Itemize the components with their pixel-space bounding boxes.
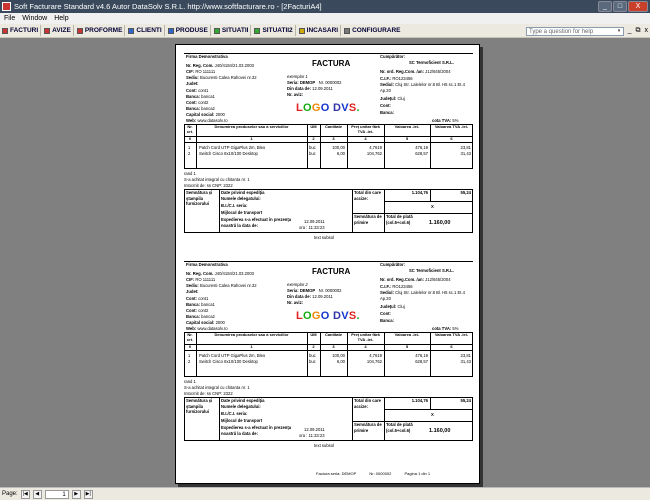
date-value: 12.09.2011 [312,86,333,91]
header-nr: Nr. crt. [186,124,194,134]
header-um: UM [310,332,317,337]
buyer-reg-value: J12/845/2004 [425,69,451,74]
buyer-name: SC Termoficient S.R.L. [409,60,454,65]
receiver-signature-label: Semnătura de primire [354,214,382,225]
supplier-cif-label: CIF: [186,277,195,282]
page-label: Page: [2,491,18,497]
row1-val: 476,19 [415,353,428,358]
supplier-reg-value: J40/4184/21.03.2003 [214,271,254,276]
row1-tva: 23,81 [460,145,471,150]
last-page-button[interactable]: ▶| [85,490,91,497]
row2-tva: 31,43 [460,151,471,156]
app-icon [2,2,11,11]
row2-nr: 2 [188,151,191,156]
supplier-web-label: Web: [186,118,197,123]
supplier-name: Firma Demonstrativa [186,262,228,267]
row2-cant: 6,00 [336,359,345,364]
mdi-minimize-button[interactable]: _ [627,27,632,34]
row2-den: Switch Cisco 8x10/100 Desktop [199,359,258,364]
shipping-date: 12.09.2011 [304,427,325,432]
tva-label: cota TVA: [432,118,452,123]
buyer-banca-label: Banca: [380,110,394,115]
header-den: Denumirea produselor sau a serviciilor [214,332,289,337]
notice-icon [44,28,50,34]
row1-um: buc [309,353,316,358]
row1-cant: 100,00 [332,353,345,358]
row2-den: Switch Cisco 8x10/100 Desktop [199,151,258,156]
next-page-button[interactable]: ▶ [72,490,81,499]
toolbar-proforme-button[interactable]: PROFORME [77,25,126,36]
buyer-cif-value: RO123456 [392,76,413,81]
buyer-cif-label: C.I.F.: [380,284,392,289]
mdi-restore-button[interactable]: ⧉ [635,27,641,34]
menu-file[interactable]: File [4,15,16,22]
maximize-button[interactable]: □ [613,1,627,12]
subsol-text: text subsol [314,443,335,448]
reports-icon [214,28,220,34]
total-tva: 55,24 [460,190,471,195]
row2-pret: 104,762 [366,151,382,156]
footer-number: Nr: 0000002 [369,471,392,476]
header-cant: Cantitate [324,332,343,337]
toolbar-situatii-button[interactable]: SITUATII [214,25,252,36]
number-label: Nr. [318,288,325,293]
note-3: Intocmit de: ss CNP: 2322 [184,183,233,188]
footer-page: Pagina 1 din 1 [404,471,431,476]
row2-val: 628,57 [415,151,428,156]
supplier-banca1-label: Banca: [186,94,200,99]
tva-label: cota TVA: [432,326,452,331]
buyer-cont-label: Cont: [380,311,391,316]
supplier-capital-value: 2000 [215,320,225,325]
help-search-input[interactable]: Type a question for help ▾ [526,27,624,36]
number-value: 0000002 [325,80,342,85]
company-logo: LOGO DVS. [296,102,360,114]
accize-value: X [431,204,434,209]
total-value: 1.104,76 [411,190,428,195]
buyer-sediu-label: Sediul: [380,82,394,87]
page-footer [316,471,442,476]
bi-label: B.I./C.I. seria: [221,411,248,416]
supplier-banca1-value: banca1 [201,302,215,307]
supplier-sediu-value: Bucuresti Calea Rahovei nr.32 [199,75,257,80]
supplier-banca2-label: Banca: [186,106,200,111]
products-icon [168,28,174,34]
buyer-heading: Cumpărător: [380,54,406,59]
payments-icon [299,28,305,34]
transport-label: Mijlocul de transport [221,210,263,215]
invoice-copy-1: Firma Demonstrativa Nr. Reg. Com. J40/4184/21.03.2003 CIF: RO 111111 Sediu: Bucuresti Calea Rahovei nr.32 Judet: Cont: cont1 Banca: banca1 Cont: cont2 Banca: banca2 Capital social: 2000 Web: www.datasolv.ro FACTURA exemplar 1 Seria: DEMOP Nr. 0000002 Din data de: 12.09.2011 Nr. aviz: LOGO DVS. Cumpărător: SC Termoficient S.R.L. Nr. ord. Reg.Com. /an: J12/845/2004 C.I.F.: RO123456 Sediul: Cluj Str. Lalelelor nr.8 Bl. H5 sc.1 Et.4 Ap.20 Judeţul: Cluj Cont: Banca: cota TVA: 5% Nr. crt. Denumirea produselor sau a serviciilor UM Cantitate Preţ unitar fără TVA -lei- Valoarea -lei- Valoarea TVA -lei- 0 1 2 3 4 5 6 1 Patch Cord UTP GigaPlus 2m, Bleo buc 100,00 4,7619 476,19 23,81 2 Switch Cisco 8x10/100 Desktop buc 6,00 104,762 628,57 31,43 rand 1 S-a achitat integral cu chitanta nr. 1 Intocmit de: ss CNP: 2322 Semnătura şi ştampila furnizorului Date privind expediţia Numele delegatului: B.I./C.I. seria: Mijlocul de transport Expedierea s-a efectuat în prezenţa noastră la data de: 12.09.2011 ora : 11:33:23 Total din care accize: 1.104,76 55,24 X Semnătura de primire Total de plată (col.5+col.6) 1.160,00 text subsol [184,54,471,240]
invoice-title: FACTURA [312,59,351,68]
chevron-down-icon[interactable]: ▾ [617,28,621,34]
supplier-capital-label: Capital social: [186,112,215,117]
bi-label: B.I./C.I. seria: [221,203,248,208]
supplier-web-label: Web: [186,326,197,331]
supplier-judet-label: Judet: [186,289,199,294]
buyer-reg-value: J12/845/2004 [425,277,451,282]
toolbar-incasari-button[interactable]: INCASARI [299,25,341,36]
total-label: Total din care accize: [354,398,381,409]
invoice-icon [2,28,8,34]
report-page [175,44,480,484]
supplier-cont2-label: Cont: [186,308,197,313]
tva-value: 5% [452,326,459,331]
supplier-cont2-value: cont2 [198,308,209,313]
header-tva: Valoarea TVA -lei- [434,332,469,337]
header-val: Valoarea -lei- [394,124,420,129]
mdi-close-button[interactable]: x [644,27,648,34]
buyer-reg-label: Nr. ord. Reg.Com. /an: [380,277,424,282]
number-label: Nr. [318,80,325,85]
first-page-button[interactable]: |◀ [22,490,28,497]
supplier-cif-label: CIF: [186,69,195,74]
supplier-cont1-label: Cont: [186,296,197,301]
supplier-capital-label: Capital social: [186,320,215,325]
prev-page-button[interactable]: ◀ [33,490,42,499]
buyer-sediu-value: Cluj Str. Lalelelor nr.8 Bl. H5 sc.1 Et.4 Ap.20 [380,82,465,93]
row2-pret: 104,762 [366,359,382,364]
supplier-cont2-value: cont2 [198,100,209,105]
tva-value: 5% [452,118,459,123]
accize-value: X [431,412,434,417]
menu-bar [0,13,650,24]
supplier-capital-value: 2000 [215,112,225,117]
total-pay-label: Total de plată (col.5+col.6) [386,422,413,433]
delegate-label: Numele delegatului: [221,196,261,201]
row1-um: buc [309,145,316,150]
shipping-label: Date privind expediţia [221,190,265,195]
supplier-banca1-value: banca1 [201,94,215,99]
title-bar [0,0,650,13]
buyer-sediu-value: Cluj Str. Lalelelor nr.8 Bl. H5 sc.1 Et.4 Ap.20 [380,290,465,301]
date-label: Din data de: [287,86,311,91]
row1-nr: 1 [188,145,191,150]
footer-series: Factura seria: DEMOP [316,471,357,476]
row1-pret: 4,7619 [369,353,382,358]
shipping-done-label: Expedierea s-a efectuat în prezenţa noastră la data de: [221,425,292,436]
row2-val: 628,57 [415,359,428,364]
total-value: 1.104,76 [411,398,428,403]
supplier-banca2-label: Banca: [186,314,200,319]
header-den: Denumirea produselor sau a serviciilor [214,124,289,129]
buyer-reg-label: Nr. ord. Reg.Com. /an: [380,69,424,74]
row2-cant: 6,00 [336,151,345,156]
supplier-cont1-value: cont1 [198,88,209,93]
buyer-cif-label: C.I.F.: [380,76,392,81]
ora-value: 11:33:23 [308,433,325,438]
note-1: rand 1 [184,379,196,384]
delegate-label: Numele delegatului: [221,404,261,409]
header-tva: Valoarea TVA -lei- [434,124,469,129]
row1-den: Patch Cord UTP GigaPlus 2m, Bleo [199,145,266,150]
row1-tva: 23,81 [460,353,471,358]
shipping-done-label: Expedierea s-a efectuat în prezenţa noastră la data de: [221,217,292,228]
reports2-icon [254,28,260,34]
ora-label: ora : [299,433,308,438]
note-2: S-a achitat integral cu chitanta nr. 1 [184,385,250,390]
total-pay-label: Total de plată (col.5+col.6) [386,214,413,225]
supplier-cont1-value: cont1 [198,296,209,301]
buyer-cif-value: RO123456 [392,284,413,289]
supplier-reg-label: Nr. Reg. Com. [186,271,214,276]
supplier-signature-label: Semnătura şi ştampila furnizorului [186,398,213,415]
total-pay-value: 1.160,00 [429,428,451,434]
page-number-input[interactable]: 1 [45,490,69,499]
buyer-judet-value: Cluj [397,304,405,309]
toolbar-configurare-button[interactable]: CONFIGURARE [344,25,402,36]
date-value: 12.09.2011 [312,294,333,299]
settings-icon [344,28,350,34]
shipping-date: 12.09.2011 [304,219,325,224]
supplier-reg-label: Nr. Reg. Com. [186,63,214,68]
total-label: Total din care accize: [354,190,381,201]
row1-nr: 1 [188,353,191,358]
supplier-cont1-label: Cont: [186,88,197,93]
shipping-label: Date privind expediţia [221,398,265,403]
series-value: DEMOP [299,288,316,293]
buyer-cont-label: Cont: [380,103,391,108]
row2-um: buc [309,359,316,364]
supplier-reg-value: J40/4184/21.03.2003 [214,63,254,68]
total-pay-value: 1.160,00 [429,220,451,226]
aviz-label: Nr. aviz: [287,92,304,97]
supplier-sediu-label: Sediu: [186,283,199,288]
subsol-text: text subsol [314,235,335,240]
note-3: Intocmit de: ss CNP: 2322 [184,391,233,396]
copy-label: exemplar 1 [287,74,308,79]
toolbar-clienti-button[interactable]: CLIENTI [128,25,164,36]
report-viewer[interactable] [0,38,650,487]
row1-pret: 4,7619 [369,145,382,150]
row1-val: 476,19 [415,145,428,150]
note-1: rand 1 [184,171,196,176]
menu-window[interactable]: Window [22,15,48,22]
copy-label: exemplar 2 [287,282,308,287]
window-title: Soft Facturare Standard v4.6 Autor DataSolv S.R.L. http://www.softfacturare.ro - [2FacturiA4] [14,2,322,11]
proforma-icon [77,28,83,34]
toolbar-avize-button[interactable]: AVIZE [44,25,74,36]
transport-label: Mijlocul de transport [221,418,263,423]
supplier-sediu-value: Bucuresti Calea Rahovei nr.32 [199,283,257,288]
toolbar-produse-button[interactable]: PRODUSE [168,25,211,36]
header-nr: Nr. crt. [186,332,194,342]
header-um: UM [310,124,317,129]
invoice-copy-2: Firma Demonstrativa Nr. Reg. Com. J40/4184/21.03.2003 CIF: RO 111111 Sediu: Bucuresti Calea Rahovei nr.32 Judet: Cont: cont1 Banca: banca1 Cont: cont2 Banca: banca2 Capital social: 2000 Web: www.datasolv.ro FACTURA exemplar 2 Seria: DEMOP Nr. 0000002 Din data de: 12.09.2011 Nr. aviz: LOGO DVS. Cumpărător: SC Termoficient S.R.L. Nr. ord. Reg.Com. /an: J12/845/2004 C.I.F.: RO123456 Sediul: Cluj Str. Lalelelor nr.8 Bl. H5 sc.1 Et.4 Ap.20 Judeţul: Cluj Cont: Banca: cota TVA: 5% Nr. crt. Denumirea produselor sau a serviciilor UM Cantitate Preţ unitar fără TVA -lei- Valoarea -lei- Valoarea TVA -lei- 0 1 2 3 4 5 6 1 Patch Cord UTP GigaPlus 2m, Bleo buc 100,00 4,7619 476,19 23,81 2 Switch Cisco 8x10/100 Desktop buc 6,00 104,762 628,57 31,43 rand 1 S-a achitat integral cu chitanta nr. 1 Intocmit de: ss CNP: 2322 Semnătura şi ştampila furnizorului Date privind expediţia Numele delegatului: B.I./C.I. seria: Mijlocul de transport Expedierea s-a efectuat în prezenţa noastră la data de: 12.09.2011 ora : 11:33:23 Total din care accize: 1.104,76 55,24 X Semnătura de primire Total de plată (col.5+col.6) 1.160,00 text subsol [184,262,471,448]
buyer-name: SC Termoficient S.R.L. [409,268,454,273]
supplier-judet-label: Judet: [186,81,199,86]
row1-den: Patch Cord UTP GigaPlus 2m, Bleo [199,353,266,358]
buyer-judet-label: Judeţul: [380,304,397,309]
row2-nr: 2 [188,359,191,364]
header-pret: Preţ unitar fără TVA -lei- [351,332,380,342]
header-pret: Preţ unitar fără TVA -lei- [351,124,380,134]
minimize-button[interactable]: _ [598,1,612,12]
receiver-signature-label: Semnătura de primire [354,422,382,433]
date-label: Din data de: [287,294,311,299]
clients-icon [128,28,134,34]
note-2: S-a achitat integral cu chitanta nr. 1 [184,177,250,182]
status-bar [0,487,650,500]
number-value: 0000002 [325,288,342,293]
buyer-sediu-label: Sediul: [380,290,394,295]
supplier-name: Firma Demonstrativa [186,54,228,59]
supplier-web-value: www.datasolv.ro [197,326,228,331]
aviz-label: Nr. aviz: [287,300,304,305]
toolbar-situatii2-button[interactable]: SITUATII2 [254,25,295,36]
header-val: Valoarea -lei- [394,332,420,337]
series-value: DEMOP [299,80,316,85]
total-tva: 55,24 [460,398,471,403]
buyer-judet-value: Cluj [397,96,405,101]
buyer-heading: Cumpărător: [380,262,406,267]
row1-cant: 100,00 [332,145,345,150]
buyer-judet-label: Judeţul: [380,96,397,101]
supplier-banca2-value: banca2 [201,106,215,111]
menu-help[interactable]: Help [54,15,69,22]
supplier-banca2-value: banca2 [201,314,215,319]
ora-value: 11:33:23 [308,225,325,230]
ora-label: ora : [299,225,308,230]
invoice-title: FACTURA [312,267,351,276]
company-logo: LOGO DVS. [296,310,360,322]
supplier-web-value: www.datasolv.ro [197,118,228,123]
close-button[interactable]: X [628,1,648,12]
supplier-cif-value: RO 111111 [195,69,216,74]
row2-um: buc [309,151,316,156]
buyer-banca-label: Banca: [380,318,394,323]
toolbar-facturi-button[interactable]: FACTURI [2,25,41,36]
supplier-cont2-label: Cont: [186,100,197,105]
row2-tva: 31,43 [460,359,471,364]
supplier-cif-value: RO 111111 [195,277,216,282]
mdi-controls [628,27,648,35]
supplier-sediu-label: Sediu: [186,75,199,80]
supplier-signature-label: Semnătura şi ştampila furnizorului [186,190,213,207]
series-label: Seria: [287,80,299,85]
series-label: Seria: [287,288,299,293]
header-cant: Cantitate [324,124,343,129]
supplier-banca1-label: Banca: [186,302,200,307]
